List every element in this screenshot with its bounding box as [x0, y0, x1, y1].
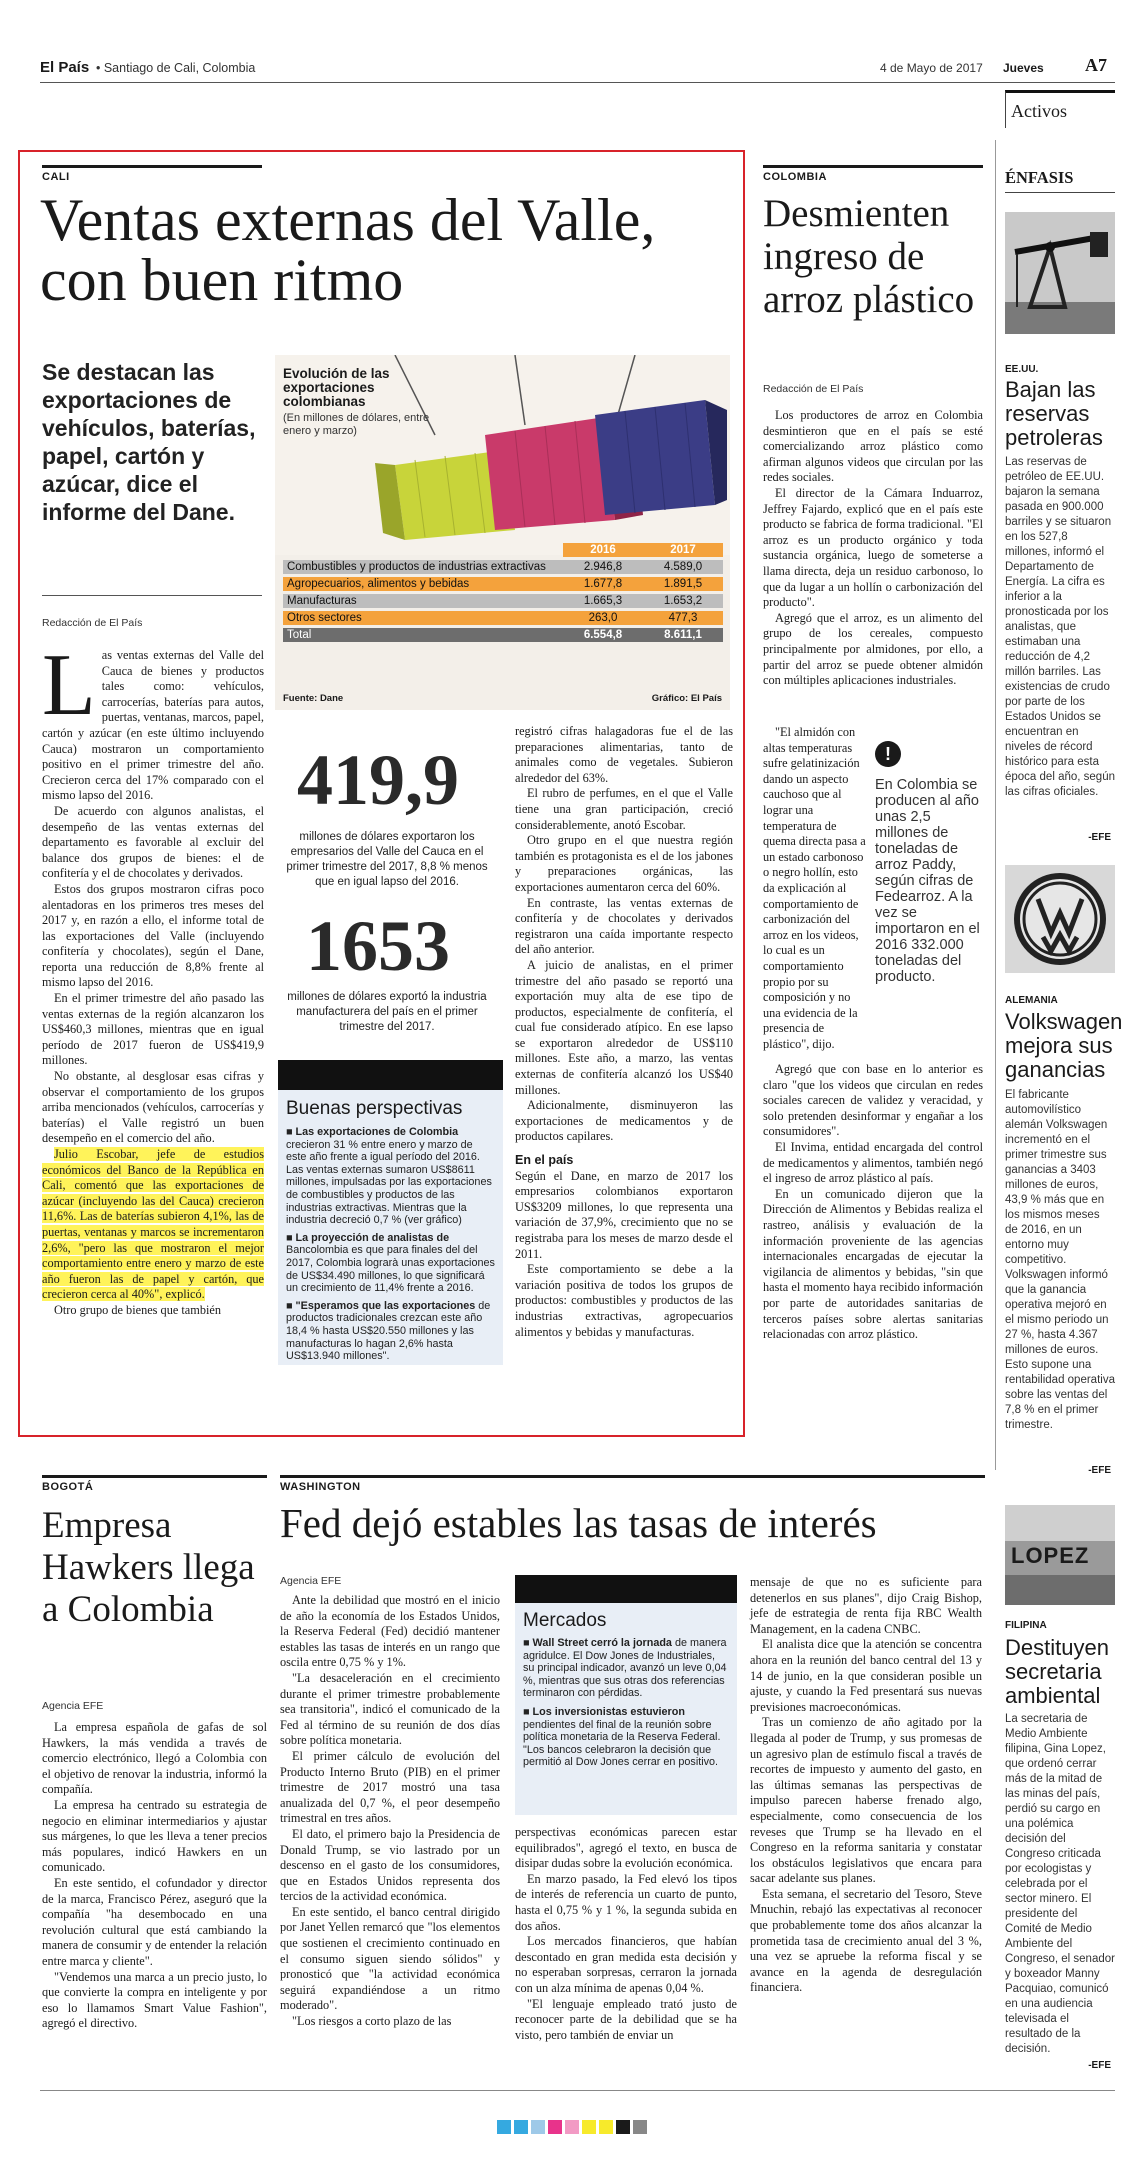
fed-column-2 — [515, 1825, 737, 2043]
news1-text: Las reservas de petróleo de EE.UU. bajaron la semana pasada en 900.000 barriles y se situaron en los 527,8 millones, informó el Departamento de Energía. La cifra es inferior a la pronosticada por los analistas, que estimaban una reducción de 4,2 millón barriles. Las existencias de crudo por parte de los Estados Unidos se encuentran en niveles de récord histórico para esta época del año, según las cifras oficiales. — [1005, 456, 1115, 798]
color-swatch — [599, 2120, 613, 2134]
perspectives-box — [278, 1060, 503, 1365]
paragraph: El Invima, entidad encargada del control de medicamentos y alimentos, también negó el ingreso de arroz plástico al país. — [763, 1139, 983, 1186]
chart-row — [283, 577, 723, 591]
paragraph: Otro grupo de bienes que también — [54, 1302, 221, 1317]
color-swatch — [633, 2120, 647, 2134]
paragraph: mensaje de que no es suficiente para detenerlos en sus planes", dijo Craig Bishop, jefe de estrategia de renta fija RBC Wealth Management, en la cadena CNBC. — [750, 1575, 982, 1636]
paragraph: En un comunicado dijeron que la Dirección de Alimentos y Bebidas realiza el rastreo, análisis y evaluación de la información proveniente de las agencias internacionales encargadas de ejecutar la vigilancia de alimentos y bebidas, "sin que hasta el momento haya recibido información por parte de autoridades sanitarias de terceros países sobre alertas sanitarias relacionadas con arroz plástico. — [763, 1186, 983, 1342]
paragraph: A juicio de analistas, en el primer trimestre del año pasado se reportó una exportación muy alta de ese tipo de productos, especialmente de confitería, el cual fue considerado atípico. En ese lapso se exportaron alrededor de US$110 millones. Este año, a marzo, las ventas externas de confitería alcanzó los US$40 millones. — [515, 957, 733, 1097]
chart-row-label: Otros sectores — [283, 611, 563, 625]
sidebar-divider — [995, 140, 996, 1470]
chart-value-2017: 477,3 — [643, 611, 723, 625]
paragraph: Otro grupo en el que nuestra región también es protagonista es el de los jabones y preparaciones orgánicas, las exportaciones aumentaron cerca del 60%. — [515, 833, 733, 894]
chart-row-label: Combustibles y productos de industrias extractivas — [283, 560, 563, 574]
news3-credit: -EFE — [1088, 2060, 1111, 2071]
main-tag: CALI — [42, 165, 262, 183]
bogota-tag: BOGOTÁ — [42, 1475, 267, 1493]
footer-rule — [40, 2090, 1115, 2091]
box-item-lead: "Esperamos que las exportaciones — [295, 1299, 476, 1312]
chart-value-2016: 1.677,8 — [563, 577, 643, 591]
paragraph: Esta semana, el secretario del Tesoro, Steve Mnuchin, rebajó las expectativas al reconocer que probablemente tome dos años alcanzar la prometida tasa de crecimiento anual del 3 %, una vez se apruebe la reforma fiscal y se avance en la agenda de desregulación financiera. — [750, 1886, 982, 1995]
rice-column-narrow — [763, 725, 868, 1052]
subhead: En el país — [515, 1153, 574, 1168]
box-item-lead: Las exportaciones de Colombia — [295, 1126, 459, 1138]
enfasis-label: ÉNFASIS — [1005, 168, 1115, 193]
color-swatch — [514, 2120, 528, 2134]
deck-rule — [42, 595, 262, 596]
color-swatch — [565, 2120, 579, 2134]
rice-byline: Redacción de El País — [763, 383, 864, 395]
page-number: A7 — [1085, 55, 1107, 75]
box-item: ■ Las exportaciones de Colombia crecieron 31 % entre enero y marzo de este año frente a igual período del 2016. Las ventas externas sumaron US$8611 millones, impulsadas por las exportaciones de combustibles y productos de las industrias extractivas. Mientras que la industria decreció 0,7 % (ver gráfico) — [286, 1126, 492, 1227]
paragraph: Este comportamiento se debe a la variación positiva de todos los grupos de productos: combustibles y productos de las industrias extractivas, agropecuarios alimentos y bebidas y manufacturas. — [515, 1262, 733, 1339]
news1-credit: -EFE — [1088, 832, 1111, 843]
rice-headline: Desmienten ingreso de arroz plástico — [763, 192, 975, 321]
paragraph: En el primer trimestre del año pasado las ventas externas de la región alcanzaron los US$460,3 millones, mientras que en igual período de 2017 fueron de US$419,9 millones. — [42, 991, 264, 1068]
news3-title: Destituyen secretaria ambiental — [1005, 1635, 1109, 1708]
chart-row-label: Agropecuarios, alimentos y bebidas — [283, 577, 563, 591]
oil-pump-photo — [1005, 212, 1115, 334]
box-header-bar — [278, 1060, 503, 1090]
stat-text-2: millones de dólares exportó la industria manufacturera del país en el primer trimestre del 2017. — [287, 991, 487, 1033]
stat-value-2: 1653 — [306, 906, 450, 986]
paragraph: En marzo pasado, la Fed elevó los tipos de interés de referencia un cuarto de punto, hasta el 0,75 % y 1 %, la segunda subida en dos años. — [515, 1871, 737, 1933]
color-swatch — [582, 2120, 596, 2134]
box-item: ■ La proyección de analistas de Bancolombia es que para finales del del 2017, Colombia lograrà unas exportaciones de US$34.490 millones, lo que significará un crecimiento de 11,4% frente a 2016. — [286, 1231, 495, 1295]
chart-credit: Gráfico: El País — [651, 693, 722, 704]
paragraph: El director de la Cámara Induarroz, Jeffrey Fajardo, explicó que en el país este producto se fabrica de forma tradicional. "El arroz es un producto orgánico y toda sustancia orgánica, luego de someterse a llama directa, deja un residuo carbonoso, lo que da lugar a un hollín o carbonización del producto". — [763, 485, 983, 610]
callout-text: En Colombia se producen al año unas 2,5 millones de toneladas de arroz Paddy, según cifras de Fedearroz. A la vez se importaron en el 2016 332.000 toneladas del producto. — [875, 777, 980, 985]
bogota-byline: Agencia EFE — [42, 1700, 104, 1712]
box-item-text: de productos tradicionales crezcan este año 18,4 % hasta US$20.550 millones y las manufacturas lo hagan 2,6% hasta US$13.940 millones". — [286, 1299, 491, 1363]
box-title: Mercados — [523, 1610, 607, 1631]
box-item-text: de manera agridulce. El Dow Jones de Industriales, su principal indicador, avanzó un leve 0,04 %, mientras que sus otras dos referencias terminaron con pérdidas. — [523, 1637, 727, 1700]
main-column-1 — [42, 637, 264, 1319]
paragraph: Tras un comienzo de año agitado por la llegada al poder de Trump, y sus promesas de un agresivo plan de estímulo fiscal a través de recortes de impuesto y aumento del gasto, en las últimas semanas las perspectivas de impulso parecen haberse frenado algo, especialmente, como consecuencia de los reveses que Trump se ha llevado en el Congreso en la reforma sanitaria y constatar los obstáculos legislativos que encara para sacar adelante sus planes. — [750, 1715, 982, 1886]
photo-shape — [1005, 1575, 1115, 1605]
paragraph: "Vendemos una marca a un precio justo, lo que convierte la compra en inteligente y por eso lo llamamos Smart Value Fashion", agregó el directivo. — [42, 1969, 267, 2031]
box-item: ■ "Esperamos que las exportaciones de productos tradicionales crezcan este año 18,4 % hasta US$20.550 millones y las manufacturas lo hagan 2,6% hasta US$13.940 millones". — [286, 1299, 491, 1363]
date: 4 de Mayo de 2017 — [880, 61, 983, 75]
box-item: ■ Los inversionistas estuvieron pendientes del final de la reunión sobre política monetaria de la Reserva Federal. "Los bancos celebraron la decisión que permitió al Dow Jones cerrar en positivo. — [523, 1705, 721, 1769]
chart-row — [283, 560, 723, 574]
paragraph: El primer cálculo de evolución del Producto Interno Bruto (PIB) en el primer trimestre de 2017 mostró una tasa anualizada del 0,7 %, el peor desempeño trimestral en tres años. — [280, 1748, 500, 1826]
paragraph: No obstante, al desglosar esas cifras y observar el comportamiento de los grupos arriba mencionados (vehículos, carrocerías y baterías) el Valle registró un buen desempeño en el comercio del año. — [42, 1069, 264, 1146]
chart-value-2017: 1.653,2 — [643, 594, 723, 608]
chart-row — [283, 594, 723, 608]
vw-photo — [1005, 865, 1115, 973]
rice-callout — [875, 735, 985, 985]
print-color-bar — [497, 2120, 647, 2134]
stat-value-1: 419,9 — [297, 740, 459, 820]
chart-row-label: Total — [283, 628, 563, 642]
paragraph: Agregó que con base en lo anterior es claro "que los videos que circulan en redes sociales carecen de validez y veracidad, y solo pretenden desinformar y engañar a los consumidores". — [763, 1062, 983, 1139]
paragraph: En contraste, las ventas externas de confitería y de chocolates y derivados registraron una caída importante respecto del año anterior. — [515, 895, 733, 957]
section-label — [1005, 90, 1115, 128]
paragraph: "Los riesgos a corto plazo de las — [292, 2014, 452, 2029]
color-swatch — [497, 2120, 511, 2134]
fed-headline: Fed dejó estables las tasas de interés — [280, 1500, 877, 1546]
bogota-headline: Empresa Hawkers llega a Colombia — [42, 1505, 255, 1630]
paragraph: En este sentido, el banco central dirigido por Janet Yellen remarcó que "los elementos que sostienen el crecimiento continuado en el consumo siguen siendo sólidos" y pronosticó que "la actividad económica seguirá expandiéndose a un ritmo moderado". — [280, 1904, 500, 2013]
news1-tag: EE.UU. — [1005, 364, 1039, 375]
photo-shape — [1005, 1505, 1115, 1541]
chart-value-2016: 2.946,8 — [563, 560, 643, 574]
box-item-lead: La proyección de analistas de — [295, 1231, 450, 1244]
chart-value-2016: 1.665,3 — [563, 594, 643, 608]
chart-row-label: Manufacturas — [283, 594, 563, 608]
chart-header-blank — [283, 543, 563, 557]
location: • Santiago de Cali, Colombia — [96, 61, 256, 75]
main-deck: Se destacan las exportaciones de vehículos, baterías, papel, cartón y azúcar, dice el informe del Dane. — [42, 359, 256, 525]
volkswagen-logo-icon — [1005, 865, 1115, 973]
news3-text: La secretaria de Medio Ambiente filipina, Gina Lopez, que ordenó cerrar más de la mitad de las minas del país, perdió su cargo en una polémica decisión del Congreso criticada por ecologistas y celebrada por el sector minero. El presidente del Comité de Medio Ambiente del Congreso, el senador y boxeador Manny Pacquiao, comunicó en una audiencia televisada el resultado de la decisión. — [1005, 1713, 1115, 2055]
box-item-text: crecieron 31 % entre enero y marzo de este año frente a igual período del 2016. Las ventas externas sumaron US$8611 millones, impulsadas por las exportaciones de combustibles y productos de las industrias extractivas. Mientras que la industria decreció 0,7 % (ver gráfico) — [286, 1138, 492, 1227]
weekday: Jueves — [1003, 61, 1044, 75]
rice-column-top — [763, 408, 983, 689]
section-name: Activos — [1011, 101, 1067, 121]
fed-column-1 — [280, 1593, 500, 2030]
box-item-lead: Wall Street cerró la jornada — [532, 1637, 672, 1649]
paragraph: De acuerdo con algunos analistas, el desempeño de las ventas externas del departamento es favorable al excluir del balance dos grupos de bienes: el de confitería y el de chocolates y derivados. — [42, 803, 264, 881]
fed-column-3 — [750, 1575, 982, 1996]
drop-cap: L — [42, 637, 96, 734]
news2-tag: ALEMANIA — [1005, 995, 1058, 1006]
highlighted-paragraph — [42, 1147, 264, 1303]
box-item: ■ Wall Street cerró la jornada de manera agridulce. El Dow Jones de Industriales, su principal indicador, avanzó un leve 0,04 %, mientras que sus otras dos referencias terminaron con pérdidas. — [523, 1637, 727, 1700]
fed-byline: Agencia EFE — [280, 1575, 342, 1587]
box-item-lead: Los inversionistas estuvieron — [532, 1705, 685, 1718]
paragraph: "El lenguaje empleado trató justo de reconocer parte de la debilidad que se ha visto, pero también de enviar un — [515, 1996, 737, 2042]
news2-title: Volkswagen mejora sus ganancias — [1005, 1009, 1123, 1082]
paragraph: "La desaceleración en el crecimiento durante el primer trimestre probablemente sea transitoria", indicó el comunicado de la Fed al término de su reunión de dos días sobre política monetaria. — [280, 1670, 500, 1748]
main-column-3 — [515, 724, 733, 1340]
chart-subtitle: (En millones de dólares, entre enero y marzo) — [283, 412, 430, 437]
lopez-photo — [1005, 1505, 1115, 1605]
chart-column-header: 2017 — [643, 543, 723, 557]
paragraph: registró cifras halagadoras fue el de las preparaciones alimentarias, tanto de animales como de vegetales. Subieron alrededor del 63%. — [515, 724, 733, 785]
chart-value-2017: 1.891,5 — [643, 577, 723, 591]
highlight: Julio Escobar, jefe de estudios económicos del Banco de la República en Cali, comentó que las exportaciones de azúcar (incluyendo las del Cauca) crecieron 11,6%. Las de baterías subieron 4,1%, las de puertas, ventanas y marcos se incrementaron 2,6%, "pero las que mostraron el mejor comportamiento entre enero y marzo de este año fueron las de papel y cartón, que crecieron cerca al 40%", explicó. — [42, 1147, 264, 1302]
main-byline: Redacción de El País — [42, 617, 143, 629]
color-swatch — [548, 2120, 562, 2134]
brand: El País — [40, 59, 90, 76]
color-swatch — [616, 2120, 630, 2134]
stat-text-1: millones de dólares exportaron los empresarios del Valle del Cauca en el primer trimestre del 2017, 8,8 % menos que en igual lapso del 2016. — [286, 831, 488, 888]
chart-value-2017: 4.589,0 — [643, 560, 723, 574]
paragraph: La empresa española de gafas de sol Hawkers, la más vendida a través de comercio electrónico, llegó a Colombia con el objetivo de renovar la industria, informó la compañía. — [42, 1720, 267, 1797]
news1-title: Bajan las reservas petroleras — [1005, 377, 1103, 450]
chart-table — [283, 540, 723, 645]
paragraph: Los mercados financieros, que habían descontado en gran medida esta decisión y no esperaban sorpresas, cerraron la jornada con un alza mínima de apenas 0,04 %. — [515, 1934, 737, 1995]
chart-header-row — [283, 543, 723, 557]
paragraph: Estos dos grupos mostraron cifras poco alentadoras en los primeros tres meses del 2017 y, en razón a ello, el informe total de las exportaciones del Valle (incluyendo confitería y chocolates), según el Dane, reporta una reducción de 8,8% frente al mismo lapso del 2016. — [42, 881, 264, 990]
chart-title: Evolución de las exportaciones colombianas — [283, 366, 390, 409]
paragraph: perspectivas económicas parecen estar equilibrados", agregó el texto, en busca de disipar dudas sobre la evolución económica. — [515, 1825, 737, 1871]
bogota-column — [42, 1720, 267, 2032]
box-header-bar — [515, 1575, 737, 1603]
chart-source: Fuente: Dane — [283, 693, 344, 704]
paragraph: La empresa ha centrado su estrategia de negocio en eliminar intermediarios y ajustar sus márgenes, lo que les lleva a tener precios más populares, indicó Hawkers en un comunicado. — [42, 1797, 267, 1875]
chart-row — [283, 611, 723, 625]
paragraph: Adicionalmente, disminuyeron las exportaciones de medicamentos y de productos capilares. — [515, 1098, 733, 1144]
chart-column-header: 2016 — [563, 543, 643, 557]
page-header — [40, 55, 1115, 83]
paragraph: El dato, el primero bajo la Presidencia de Donald Trump, se vio lastrado por un descenso en el gasto de los consumidores, que en Estados Unidos representa dos tercios de la actividad económica. — [280, 1826, 500, 1904]
main-headline: Ventas externas del Valle, con buen ritmo — [40, 187, 656, 313]
color-swatch — [531, 2120, 545, 2134]
paragraph: El analista dice que la atención se concentra ahora en la reunión del banco central del 13 y 14 de junio, en la que consideran posible un ajuste, y cuando la Fed presentará sus nuevas previsiones macroeconómicas. — [750, 1637, 982, 1714]
exclamation-icon: ! — [875, 741, 901, 767]
rice-tag: COLOMBIA — [763, 165, 983, 183]
paragraph: Los productores de arroz en Colombia desmintieron que en el país se esté comercializando arroz plástico como afirman algunos videos que circulan por las redes sociales. — [763, 408, 983, 485]
box-title: Buenas perspectivas — [286, 1098, 463, 1119]
paragraph: El rubro de perfumes, en el que el Valle tiene una gran participación, creció considerablemente, anotó Escobar. — [515, 786, 733, 832]
box-item-text: pendientes del final de la reunión sobre política monetaria de la Reserva Federal. "Los bancos celebraron la decisión que permitió al Dow Jones cerrar en positivo. — [523, 1718, 721, 1769]
paragraph: Según el Dane, en marzo de 2017 los empresarios colombianos exportaron US$3209 millones, lo que representa una variación de 37,9%, crecimiento que no se registraba para los meses de marzo desde el 2011. — [515, 1168, 733, 1261]
news2-credit: -EFE — [1088, 1465, 1111, 1476]
chart-value-2016: 263,0 — [563, 611, 643, 625]
news2-text: El fabricante automovilístico alemán Volkswagen incrementó en el primer trimestre sus ganancias a 3403 millones de euros, 43,9 % más que en los mismos meses de 2016, en un entorno muy competitivo. Volkswagen informó que la ganancia operativa mejoró en el mismo periodo un 27 %, hasta 4.367 millones de euros. Esto supone una rentabilidad operativa sobre las ventas del 7,8 % en el primer trimestre. — [1005, 1089, 1115, 1431]
paragraph: as ventas externas del Valle del Cauca de bienes y productos tales como: vehículos, carrocerías, baterías para autos, puertas, ventanas, marcos, papel, cartón y azúcar (en este último incluyendo Cauca) mostraron un comportamiento positivo en el primer trimestre del año. Crecieron cerca del 17% comparado con el mismo lapso del 2016. — [42, 648, 264, 803]
paragraph: "El almidón con altas temperaturas sufre gelatinización dando un aspecto cauchoso que al lograr una temperatura de quema directa pasa a un estado carbonoso o negro hollín, esto da explicación al comportamiento de carbonización del arroz en los videos, lo cual es un comportamiento propio por su composición y no una evidencia de la presencia de plástico", dijo. — [763, 725, 866, 1051]
box-item-text: Bancolombia es que para finales del del 2017, Colombia lograrà unas exportaciones de US$34.490 millones, lo que significará un crecimiento de 11,4% frente a 2016. — [286, 1244, 495, 1295]
rice-column-bottom — [763, 1062, 983, 1343]
news3-tag: FILIPINA — [1005, 1620, 1047, 1631]
chart-row — [283, 628, 723, 642]
paragraph: En este sentido, el cofundador y director de la marca, Francisco Pérez, aseguró que la compañía "ha desembocado en una revolución cultural que está cambiando la manera de consumir y de entender la relación entre marca y cliente". — [42, 1875, 267, 1968]
chart-value-2017: 8.611,1 — [643, 628, 723, 642]
paragraph: Agregó que el arroz, es un alimento del grupo de los cereales, compuesto principalmente por almidones, por ello, a partir del arroz se puede obtener almidón con múltiples aplicaciones industriales. — [763, 610, 983, 688]
fed-tag: WASHINGTON — [280, 1475, 985, 1493]
paragraph: Ante la debilidad que mostró en el inicio de año la economía de los Estados Unidos, la Reserva Federal (Fed) decidió mantener estables las tasas de interés en un rango que oscila entre 0,75 % y 1%. — [280, 1593, 500, 1670]
markets-box — [515, 1575, 737, 1815]
chart-value-2016: 6.554,8 — [563, 628, 643, 642]
export-chart — [275, 355, 730, 710]
photo-caption-text: LOPEZ — [1011, 1543, 1090, 1568]
